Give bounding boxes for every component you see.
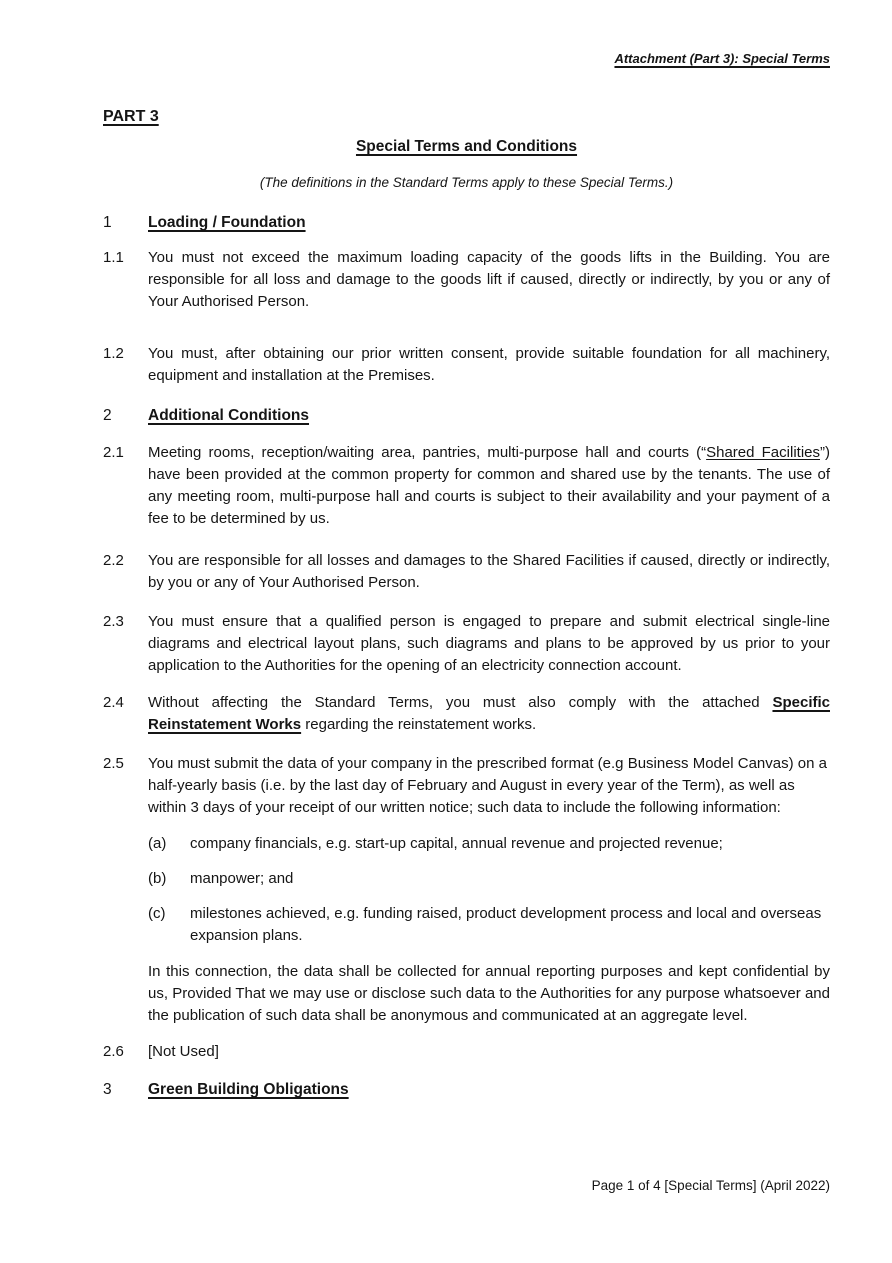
part-label	[103, 106, 830, 128]
clause-2-1	[103, 442, 830, 530]
part-label-text: PART 3	[103, 108, 159, 125]
document-title	[103, 136, 830, 158]
clause-text: You must submit the data of your company in the prescribed format (e.g Business Model Canvas) on a half-yearly basis (i.e. by the last day of February and August in every year of the Term), as well as within 3 days of your receipt of our written notice; such data to include the following information:	[148, 755, 827, 816]
clause-text: You must ensure that a qualified person is engaged to prepare and submit electrical single-line diagrams and electrical layout plans, such diagrams and plans to be approved by us prior to your application to the Authorities for the opening of an electricity connection account.	[148, 613, 830, 674]
clause-number: 2.3	[103, 613, 124, 630]
list-item-label: (a)	[148, 835, 167, 852]
clause-number: 2.4	[103, 694, 124, 711]
clause-number: 1.1	[103, 249, 124, 266]
clause-text: You must, after obtaining our prior written consent, provide suitable foundation for all machinery, equipment and installation at the Premises.	[148, 345, 830, 384]
clause-2-6	[103, 1041, 830, 1063]
section-heading-text: Additional Conditions	[148, 407, 310, 424]
clause-number: 1.2	[103, 345, 124, 362]
clause-text-pre: Without affecting the Standard Terms, you must also comply with the attached	[148, 694, 773, 711]
clause-text-post: regarding the reinstatement works.	[301, 716, 537, 733]
page-footer: Page 1 of 4 [Special Terms] (April 2022)	[591, 1178, 830, 1193]
clause-2-2	[103, 550, 830, 594]
clause-2-5	[103, 753, 830, 819]
definitions-note: (The definitions in the Standard Terms apply to these Special Terms.)	[259, 175, 674, 190]
clause-number: 2.5	[103, 755, 124, 772]
clause-1-2	[103, 343, 830, 387]
clause-text-pre: Meeting rooms, reception/waiting area, pantries, multi-purpose hall and courts (“	[148, 444, 707, 461]
clause-text-post: ”) have been provided at the common property for common and shared use by the tenants. The use of any meeting room, multi-purpose hall and courts is subject to their availability and your payment of a fee to be determined by us.	[148, 444, 830, 527]
clause-2-5-closing: In this connection, the data shall be collected for annual reporting purposes and kept confidential by us, Provided That we may use or disclose such data to the Authorities for any purpose whatsoever and the publication of such data shall be anonymous and communicated at an aggregate level.	[148, 963, 830, 1024]
clause-text: You must not exceed the maximum loading capacity of the goods lifts in the Building. You are responsible for all loss and damage to the goods lift if caused, directly or indirectly, by you or any of Your Authorised Person.	[148, 249, 830, 310]
section-number: 1	[103, 214, 112, 231]
list-item-text: milestones achieved, e.g. funding raised, product development process and local and overseas expansion plans.	[190, 905, 822, 944]
defined-term-specific-reinstatement-works: Specific Reinstatement Works	[148, 694, 830, 733]
clause-text: [Not Used]	[148, 1043, 219, 1060]
list-item-label: (c)	[148, 905, 166, 922]
list-item-text: company financials, e.g. start-up capital, annual revenue and projected revenue;	[190, 835, 723, 852]
section-2-heading	[103, 405, 830, 427]
section-number: 2	[103, 407, 112, 424]
clause-1-1	[103, 247, 830, 313]
list-item-a	[148, 833, 830, 855]
section-heading-text: Loading / Foundation	[148, 214, 306, 231]
attachment-header	[103, 50, 830, 68]
attachment-header-text: Attachment (Part 3): Special Terms	[614, 51, 830, 66]
section-heading-text: Green Building Obligations	[148, 1081, 349, 1098]
list-item-text: manpower; and	[190, 870, 294, 887]
list-item-label: (b)	[148, 870, 167, 887]
section-1-heading	[103, 212, 830, 234]
list-item-c	[148, 903, 830, 947]
defined-term-shared-facilities: Shared Facilities	[706, 444, 820, 461]
document-title-text: Special Terms and Conditions	[355, 138, 578, 155]
clause-text	[148, 442, 830, 530]
section-number: 3	[103, 1081, 112, 1098]
clause-2-3	[103, 611, 830, 677]
clause-2-4	[103, 692, 830, 736]
clause-text: You are responsible for all losses and damages to the Shared Facilities if caused, directly or indirectly, by you or any of Your Authorised Person.	[148, 552, 830, 591]
clause-number: 2.2	[103, 552, 124, 569]
section-3-heading	[103, 1079, 830, 1101]
list-item-b	[148, 868, 830, 890]
clause-number: 2.6	[103, 1043, 124, 1060]
clause-text	[148, 692, 830, 736]
clause-number: 2.1	[103, 444, 124, 461]
